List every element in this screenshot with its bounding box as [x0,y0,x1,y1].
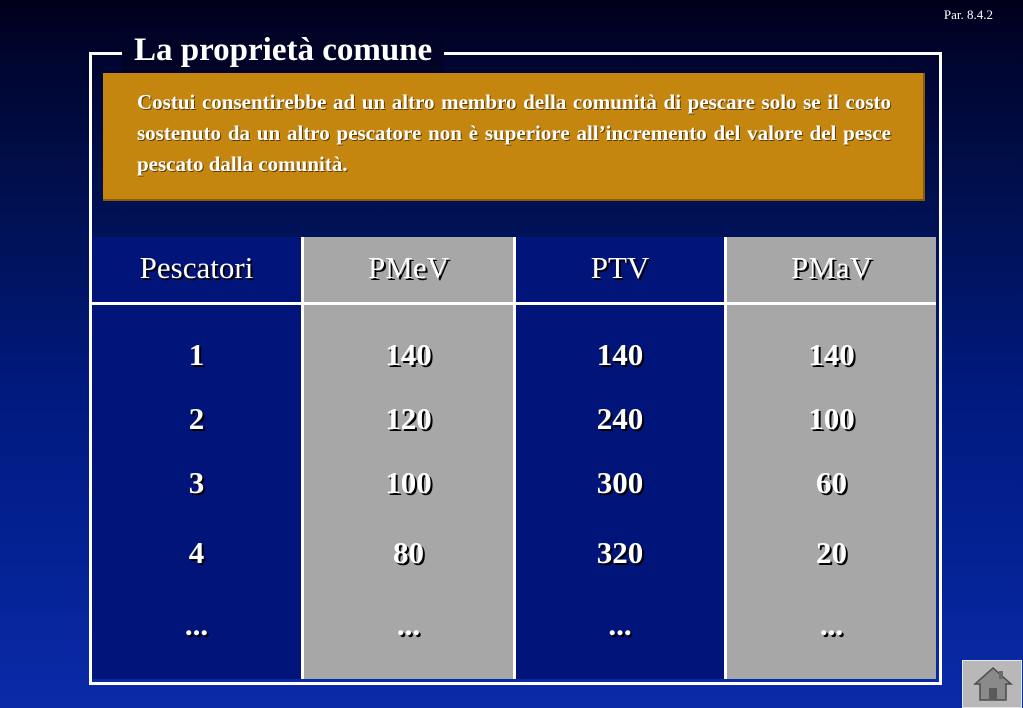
table-cell: 240 [596,401,644,436]
table-cell: 80 [393,535,424,570]
home-button[interactable] [962,660,1022,708]
column-ptv [516,237,724,679]
table-cell: 120 [385,401,432,436]
table-cell: 100 [385,465,432,500]
table-cell: 140 [808,337,855,372]
slide-title: La proprietà comune [134,32,433,68]
title-container [122,28,444,72]
table-cell: ... [819,607,844,642]
column-header: PMaV [727,237,936,305]
home-icon [973,665,1013,703]
column-header: PMeV [304,237,513,305]
column-header: Pescatori [92,237,301,305]
column-cells [516,305,724,679]
table-cell: 1 [188,337,205,372]
data-table [92,237,936,679]
table-cell: ... [608,607,632,642]
column-cells [92,305,301,679]
table-cell: 140 [596,337,644,372]
column-pmav [727,237,936,679]
table-cell: 140 [385,337,432,372]
table-cell: 300 [596,465,644,500]
table-cell: ... [396,607,421,642]
column-cells [304,305,513,679]
column-cells [727,305,936,679]
column-pescatori [92,237,301,679]
table-cell: 60 [816,465,847,500]
table-cell: 20 [816,535,847,570]
table-cell: 320 [596,535,644,570]
table-cell: 4 [188,535,205,570]
note-box [103,73,925,201]
table-cell: 3 [188,465,205,500]
table-cell: 2 [188,401,205,436]
column-header: PTV [516,237,724,305]
table-cell: ... [184,607,209,642]
note-text: Costui consentirebbe ad un altro membro della comunità di pescare solo se il costo sostenuto da un altro pescatore non è superiore all’incremento del valore del pesce pescato dalla comunità. [137,90,891,176]
table-cell: 100 [808,401,855,436]
column-pmev [304,237,513,679]
section-reference: Par. 8.4.2 [943,7,993,22]
